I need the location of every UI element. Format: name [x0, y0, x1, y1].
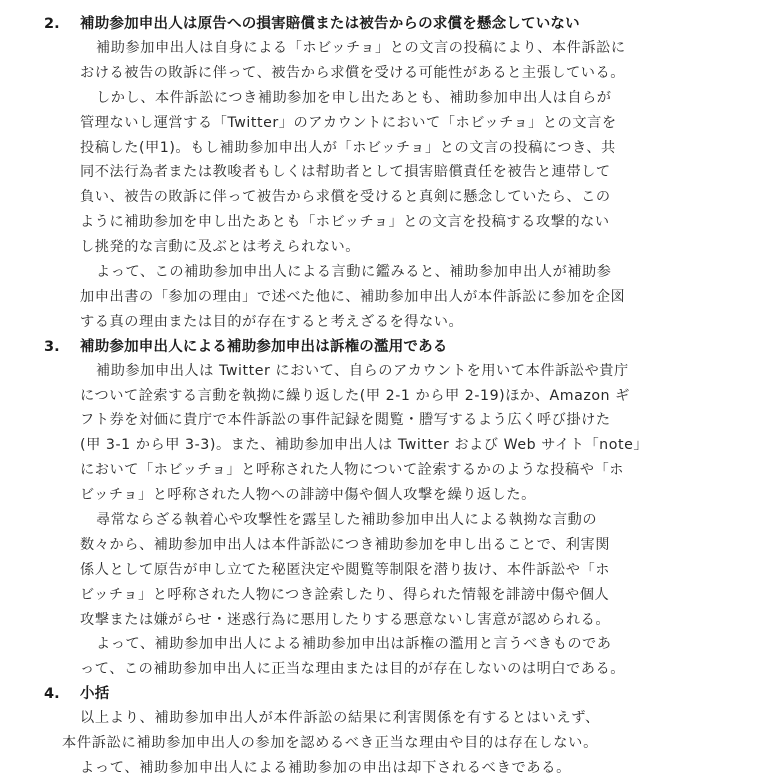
section-number: 3. [44, 338, 60, 355]
paragraph-line: 管理ないし運営する「Twitter」のアカウントにおいて「ホビッチョ」との文言を [80, 114, 617, 131]
paragraph-line: 以上より、補助参加申出人が本件訴訟の結果に利害関係を有するとはいえず、 [80, 710, 600, 727]
paragraph-line: 係人として原告が申し立てた秘匿決定や閲覧等制限を潜り抜け、本件訴訟や「ホ [80, 561, 610, 578]
section-title: 小括 [80, 686, 110, 703]
paragraph-line: よって、補助参加申出人による補助参加の申出は却下されるべきである。 [80, 760, 572, 777]
paragraph-line: 加申出書の「参加の理由」で述べた他に、補助参加申出人が本件訴訟に参加を企図 [80, 288, 626, 305]
section-heading [0, 12, 767, 36]
paragraph-line: する真の理由または目的が存在すると考えざるを得ない。 [80, 313, 464, 330]
paragraph-line: 本件訴訟に補助参加申出人の参加を認めるべき正当な理由や目的は存在しない。 [62, 735, 598, 752]
paragraph-line: って、この補助参加申出人に正当な理由または目的が存在しないのは明白である。 [80, 661, 626, 678]
section-number: 4. [44, 686, 60, 703]
paragraph-line: ように補助参加を申し出たあとも「ホビッチョ」との文言を投稿する攻撃的ない [80, 214, 610, 231]
section-title: 補助参加申出人は原告への損害賠償または被告からの求償を懸念していない [80, 16, 580, 32]
paragraph-line: よって、この補助参加申出人による言動に鑑みると、補助参加申出人が補助参 [96, 264, 612, 281]
document-body [0, 12, 767, 781]
paragraph-line: 攻撃または嫌がらせ・迷惑行為に悪用したりする悪意ないし害意が認められる。 [80, 611, 611, 628]
paragraph-line: (甲 3-1 から甲 3-3)。また、補助参加申出人は Twitter および Web サイト「note」 [80, 437, 649, 454]
paragraph-line: 尋常ならざる執着心や攻撃性を露呈した補助参加申出人による執拗な言動の [96, 512, 598, 529]
paragraph-line: おける被告の敗訴に伴って、被告から求償を受ける可能性があると主張している。 [80, 64, 626, 81]
paragraph-line: し挑発的な言動に及ぶとは考えられない。 [80, 239, 361, 256]
paragraph-line: しかし、本件訴訟につき補助参加を申し出たあとも、補助参加申出人は自らが [96, 89, 612, 106]
paragraph-line: 負い、被告の敗訴に伴って被告から求償を受けると真剣に懸念していたら、この [80, 189, 611, 206]
section-4 [0, 682, 767, 781]
section-3 [0, 335, 767, 683]
paragraph-line: フト券を対価に貴庁で本件訴訟の事件記録を閲覧・謄写するよう広く呼び掛けた [80, 412, 611, 429]
paragraph-line: について詮索する言動を執拗に繰り返した(甲 2-1 から甲 2-19)ほか、Amazon ギ [80, 387, 630, 404]
paragraph-line: ビッチョ」と呼称された人物への誹謗中傷や個人攻撃を繰り返した。 [80, 487, 536, 504]
paragraph-line: 同不法行為者または教唆者もしくは幇助者として損害賠償責任を被告と連帯して [80, 164, 611, 181]
paragraph-line: ビッチョ」と呼称された人物につき詮索したり、得られた情報を誹謗中傷や個人 [80, 586, 610, 603]
paragraph-line: 投稿した(甲1)。もし補助参加申出人が「ホビッチョ」との文言の投稿につき、共 [80, 139, 616, 156]
paragraph-line: において「ホビッチョ」と呼称された人物について詮索するかのような投稿や「ホ [80, 462, 625, 479]
section-title: 補助参加申出人による補助参加申出は訴権の濫用である [80, 338, 448, 355]
section-heading [0, 335, 767, 359]
paragraph-line: よって、補助参加申出人による補助参加申出は訴権の濫用と言うべきものであ [96, 636, 612, 653]
section-heading [0, 682, 767, 706]
paragraph-line: 数々から、補助参加申出人は本件訴訟につき補助参加を申し出ることで、利害関 [80, 536, 610, 553]
section-number: 2. [44, 16, 60, 32]
section-2 [0, 12, 767, 335]
paragraph-line: 補助参加申出人は自身による「ホビッチョ」との文言の投稿により、本件訴訟に [96, 40, 626, 56]
paragraph-line: 補助参加申出人は Twitter において、自らのアカウントを用いて本件訴訟や貴庁 [96, 362, 629, 379]
